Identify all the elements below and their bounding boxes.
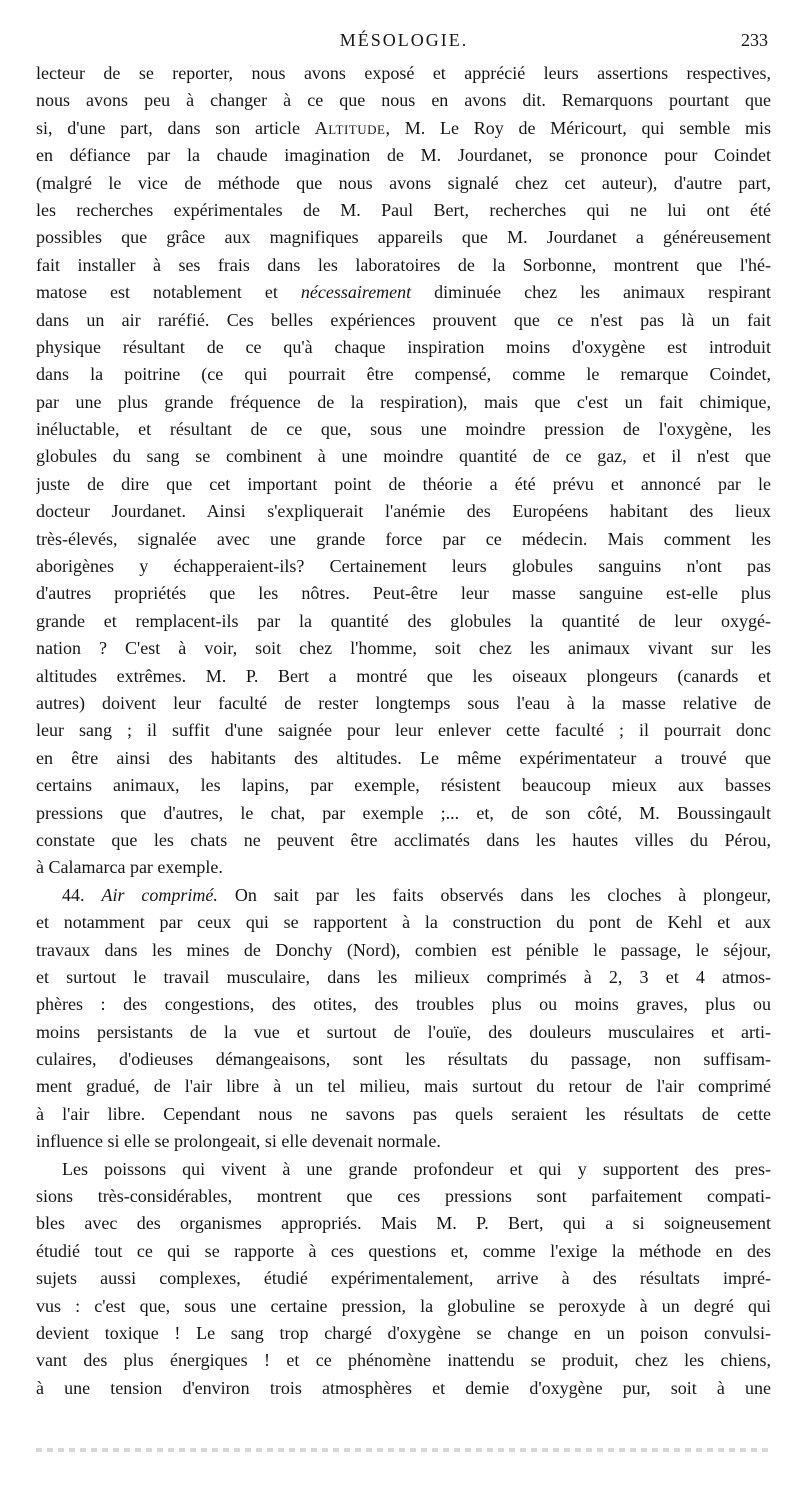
text-line: certains animaux, les lapins, par exemple, résistent beaucoup mieux aux basses bbox=[36, 775, 771, 796]
text-segment: diminuée chez les animaux respirant bbox=[411, 282, 771, 303]
text-line: inéluctable, et résultant de ce que, sous une moindre pression de l'oxygène, les bbox=[36, 419, 771, 440]
text-line: à l'air libre. Cependant nous ne savons pas quels seraient les résultats de cette bbox=[36, 1103, 771, 1124]
section-number: 44. bbox=[62, 884, 102, 905]
text-line: moins persistants de la vue et surtout de l'ouïe, des douleurs musculaires et arti- bbox=[36, 1021, 771, 1042]
text-line: par une plus grande fréquence de la respiration), mais que c'est un fait chimique, bbox=[36, 391, 771, 412]
article-term: Altitude bbox=[314, 117, 386, 138]
text-line bbox=[36, 115, 771, 142]
text-line: devient toxique ! Le sang trop chargé d'oxygène se change en un poison convulsi- bbox=[36, 1322, 771, 1343]
text-line: influence si elle se prolongeait, si elle devenait normale. bbox=[36, 1131, 441, 1152]
running-head: MÉSOLOGIE. bbox=[339, 30, 469, 50]
text-line: grande et remplacent-ils par la quantité des globules la quantité de leur oxygé- bbox=[36, 610, 771, 631]
show-through-artifact bbox=[36, 1448, 771, 1452]
text-line: nation ? C'est à voir, soit chez l'homme, soit chez les animaux vivant sur les bbox=[36, 638, 771, 659]
text-line: très-élevés, signalée avec une grande force par ce médecin. Mais comment les bbox=[36, 528, 771, 549]
section-heading-line bbox=[36, 882, 771, 909]
text-line: à Calamarca par exemple. bbox=[36, 857, 223, 878]
text-line: travaux dans les mines de Donchy (Nord), combien est pénible le passage, le séjour, bbox=[36, 939, 771, 960]
text-line: culaires, d'odieuses démangeaisons, sont les résultats du passage, non suffisam- bbox=[36, 1049, 771, 1070]
text-line: docteur Jourdanet. Ainsi s'expliquerait l'anémie des Européens habitant des lieux bbox=[36, 501, 771, 522]
text-line: leur sang ; il suffit d'une saignée pour leur enlever cette faculté ; il pourrait donc bbox=[36, 720, 771, 741]
text-line: et surtout le travail musculaire, dans les milieux comprimés à 2, 3 et 4 atmos- bbox=[36, 966, 771, 987]
text-line: sujets aussi complexes, étudié expérimentalement, arrive à des résultats impré- bbox=[36, 1268, 771, 1289]
text-line: lecteur de se reporter, nous avons exposé et apprécié leurs assertions respectives, bbox=[36, 63, 771, 83]
text-line: vant des plus énergiques ! et ce phénomène inattendu se produit, chez les chiens, bbox=[36, 1350, 771, 1371]
text-line: vus : c'est que, sous une certaine pression, la globuline se peroxyde à un degré qui bbox=[36, 1295, 771, 1316]
text-line: juste de dire que cet important point de théorie a été prévu et annoncé par le bbox=[36, 473, 771, 494]
text-line: ment gradué, de l'air libre à un tel milieu, mais surtout du retour de l'air comprimé bbox=[36, 1076, 771, 1097]
page-number: 233 bbox=[741, 30, 768, 50]
text-line: autres) doivent leur faculté de rester longtemps sous l'eau à la masse relative de bbox=[36, 692, 771, 713]
text-line: (malgré le vice de méthode que nous avons signalé chez cet auteur), d'autre part, bbox=[36, 172, 771, 193]
text-line: possibles que grâce aux magnifiques appareils que M. Jourdanet a généreusement bbox=[36, 227, 771, 248]
text-line: en défiance par la chaude imagination de M. Jourdanet, se prononce pour Coindet bbox=[36, 145, 771, 166]
text-line: en être ainsi des habitants des altitudes. Le même expérimentateur a trouvé que bbox=[36, 747, 771, 768]
text-line: constate que les chats ne peuvent être acclimatés dans les hautes villes du Pérou, bbox=[36, 829, 771, 850]
text-line: aborigènes y échapperaient-ils? Certainement leurs globules sanguins n'ont pas bbox=[36, 556, 771, 577]
page-header bbox=[40, 30, 768, 56]
text-segment: si, d'une part, dans son article bbox=[36, 117, 315, 138]
text-line: les recherches expérimentales de M. Paul Bert, recherches qui ne lui ont été bbox=[36, 199, 771, 220]
text-line: étudié tout ce qui se rapporte à ces questions et, comme l'exige la méthode en des bbox=[36, 1240, 771, 1261]
text-segment: matose est notablement et bbox=[36, 282, 301, 303]
text-line: à une tension d'environ trois atmosphères et demie d'oxygène pur, soit à une bbox=[36, 1377, 771, 1398]
text-line: sions très-considérables, montrent que ces pressions sont parfaitement compati- bbox=[36, 1186, 771, 1207]
emphasis-word: nécessairement bbox=[300, 282, 412, 303]
text-line: physique résultant de ce qu'à chaque inspiration moins d'oxygène est introduit bbox=[36, 336, 771, 357]
text-line: bles avec des organismes appropriés. Mais M. P. Bert, qui a si soigneusement bbox=[36, 1213, 771, 1234]
text-line: phères : des congestions, des otites, des troubles plus ou moins graves, plus ou bbox=[36, 994, 771, 1015]
text-line: dans un air raréfié. Ces belles expériences prouvent que ce n'est pas là un fait bbox=[36, 309, 771, 330]
body-text bbox=[36, 60, 771, 1402]
text-line bbox=[36, 279, 771, 306]
text-line: Les poissons qui vivent à une grande profondeur et qui y supportent des pres- bbox=[62, 1158, 771, 1179]
text-line: nous avons peu à changer à ce que nous en avons dit. Remarquons pourtant que bbox=[36, 90, 771, 111]
text-line: pressions que d'autres, le chat, par exemple ;... et, de son côté, M. Boussingault bbox=[36, 802, 771, 823]
text-line: globules du sang se combinent à une moindre quantité de ce gaz, et il n'est que bbox=[36, 446, 771, 467]
section-title: Air comprimé. bbox=[101, 884, 218, 905]
text-segment: On sait par les faits observés dans les cloches à plongeur, bbox=[217, 884, 771, 905]
text-segment: , M. Le Roy de Méricourt, qui semble mis bbox=[385, 117, 771, 138]
text-line: dans la poitrine (ce qui pourrait être compensé, comme le remarque Coindet, bbox=[36, 364, 771, 385]
text-line: d'autres propriétés que les nôtres. Peut-être leur masse sanguine est-elle plus bbox=[36, 583, 771, 604]
text-line: et notamment par ceux qui se rapportent à la construction du pont de Kehl et aux bbox=[36, 912, 771, 933]
text-line: fait installer à ses frais dans les laboratoires de la Sorbonne, montrent que l'hé- bbox=[36, 254, 771, 275]
text-line: altitudes extrêmes. M. P. Bert a montré que les oiseaux plongeurs (canards et bbox=[36, 665, 771, 686]
